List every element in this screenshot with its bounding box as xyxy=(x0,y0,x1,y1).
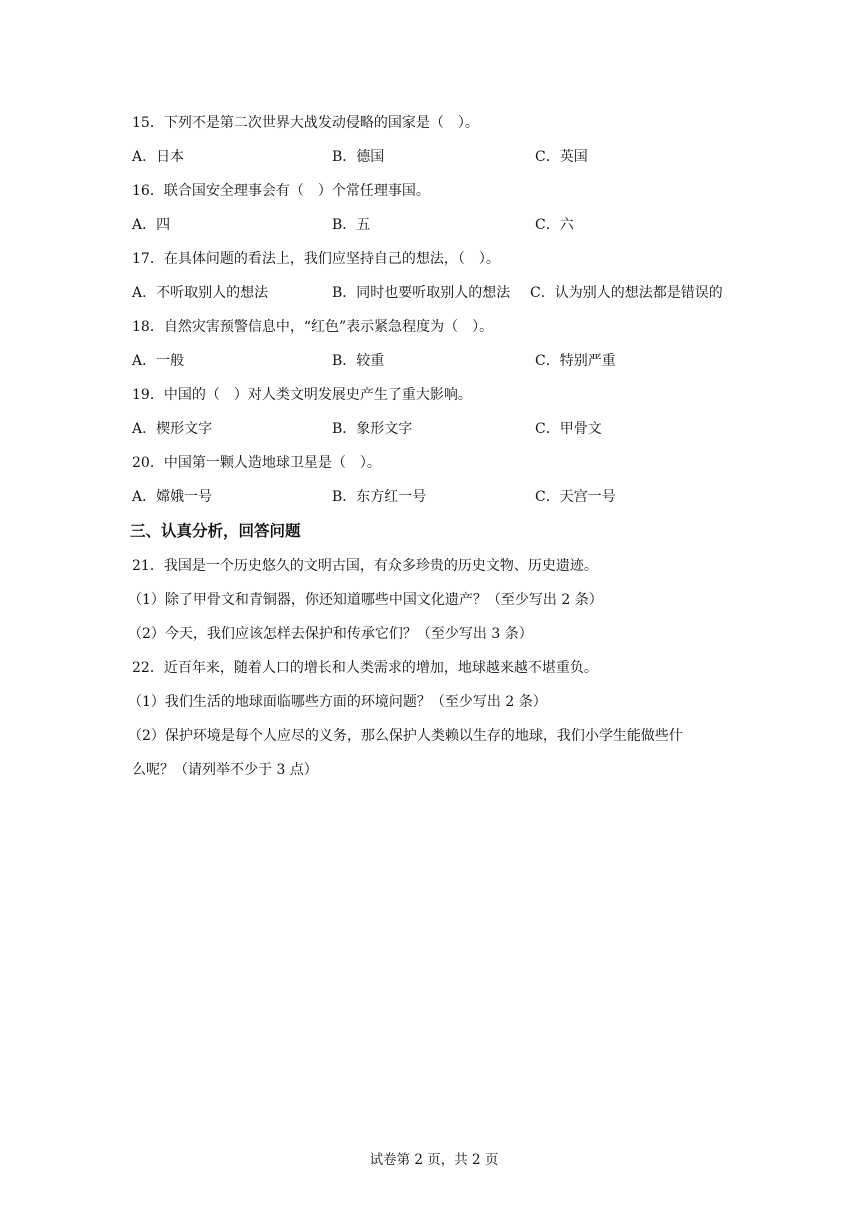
question-17-stem: 17．在具体问题的看法上，我们应坚持自己的想法，（ ）。 xyxy=(132,251,500,267)
section-3-title: 三、认真分析，回答问题 xyxy=(130,522,301,540)
option-b: B．德国 xyxy=(332,149,385,165)
option-a: A．日本 xyxy=(132,149,185,165)
option-a: A．不听取别人的想法 xyxy=(132,285,269,301)
question-22-sub2-line1: （2）保护环境是每个人应尽的义务，那么保护人类赖以生存的地球，我们小学生能做些什 xyxy=(128,728,683,744)
option-b: B．同时也要听取别人的想法 xyxy=(332,285,511,301)
option-a: A．楔形文字 xyxy=(132,421,213,437)
option-c: C．特别严重 xyxy=(535,353,616,369)
question-17-options xyxy=(132,282,768,304)
question-20-stem: 20．中国第一颗人造地球卫星是（ ）。 xyxy=(132,455,381,471)
option-b: B．象形文字 xyxy=(332,421,413,437)
question-21-sub1: （1）除了甲骨文和青铜器，你还知道哪些中国文化遗产？（至少写出 2 条） xyxy=(128,592,603,608)
option-a: A．一般 xyxy=(132,353,185,369)
question-18-stem: 18．自然灾害预警信息中，“红色”表示紧急程度为（ ）。 xyxy=(132,319,494,335)
option-a: A．四 xyxy=(132,217,171,233)
question-21-sub2: （2）今天，我们应该怎样去保护和传承它们？（至少写出 3 条） xyxy=(128,626,533,642)
question-19-options xyxy=(132,418,768,440)
question-19-stem: 19．中国的（ ）对人类文明发展史产生了重大影响。 xyxy=(132,387,472,403)
option-a: A．嫦娥一号 xyxy=(132,489,213,505)
question-22-stem: 22．近百年来，随着人口的增长和人类需求的增加，地球越来越不堪重负。 xyxy=(132,660,598,676)
question-20-options xyxy=(132,486,768,508)
question-18-options xyxy=(132,350,768,372)
option-c: C．六 xyxy=(535,217,574,233)
option-c: C．英国 xyxy=(535,149,588,165)
option-c: C．认为别人的想法都是错误的 xyxy=(530,285,723,301)
question-22-sub1: （1）我们生活的地球面临哪些方面的环境问题？（至少写出 2 条） xyxy=(128,694,547,710)
option-c: C．甲骨文 xyxy=(535,421,602,437)
option-b: B．东方红一号 xyxy=(332,489,427,505)
option-c: C．天宫一号 xyxy=(535,489,616,505)
question-16-options xyxy=(132,214,768,236)
question-15-options xyxy=(132,146,768,168)
question-16-stem: 16．联合国安全理事会有（ ）个常任理事国。 xyxy=(132,183,430,199)
question-22-sub2-line2: 么呢？（请列举不少于 3 点） xyxy=(132,762,318,778)
question-21-stem: 21．我国是一个历史悠久的文明古国，有众多珍贵的历史文物、历史遗迹。 xyxy=(132,558,598,574)
page-footer: 试卷第 2 页，共 2 页 xyxy=(369,1152,499,1168)
question-15-stem: 15．下列不是第二次世界大战发动侵略的国家是（ ）。 xyxy=(132,115,479,131)
option-b: B．五 xyxy=(332,217,371,233)
option-b: B．较重 xyxy=(332,353,385,369)
